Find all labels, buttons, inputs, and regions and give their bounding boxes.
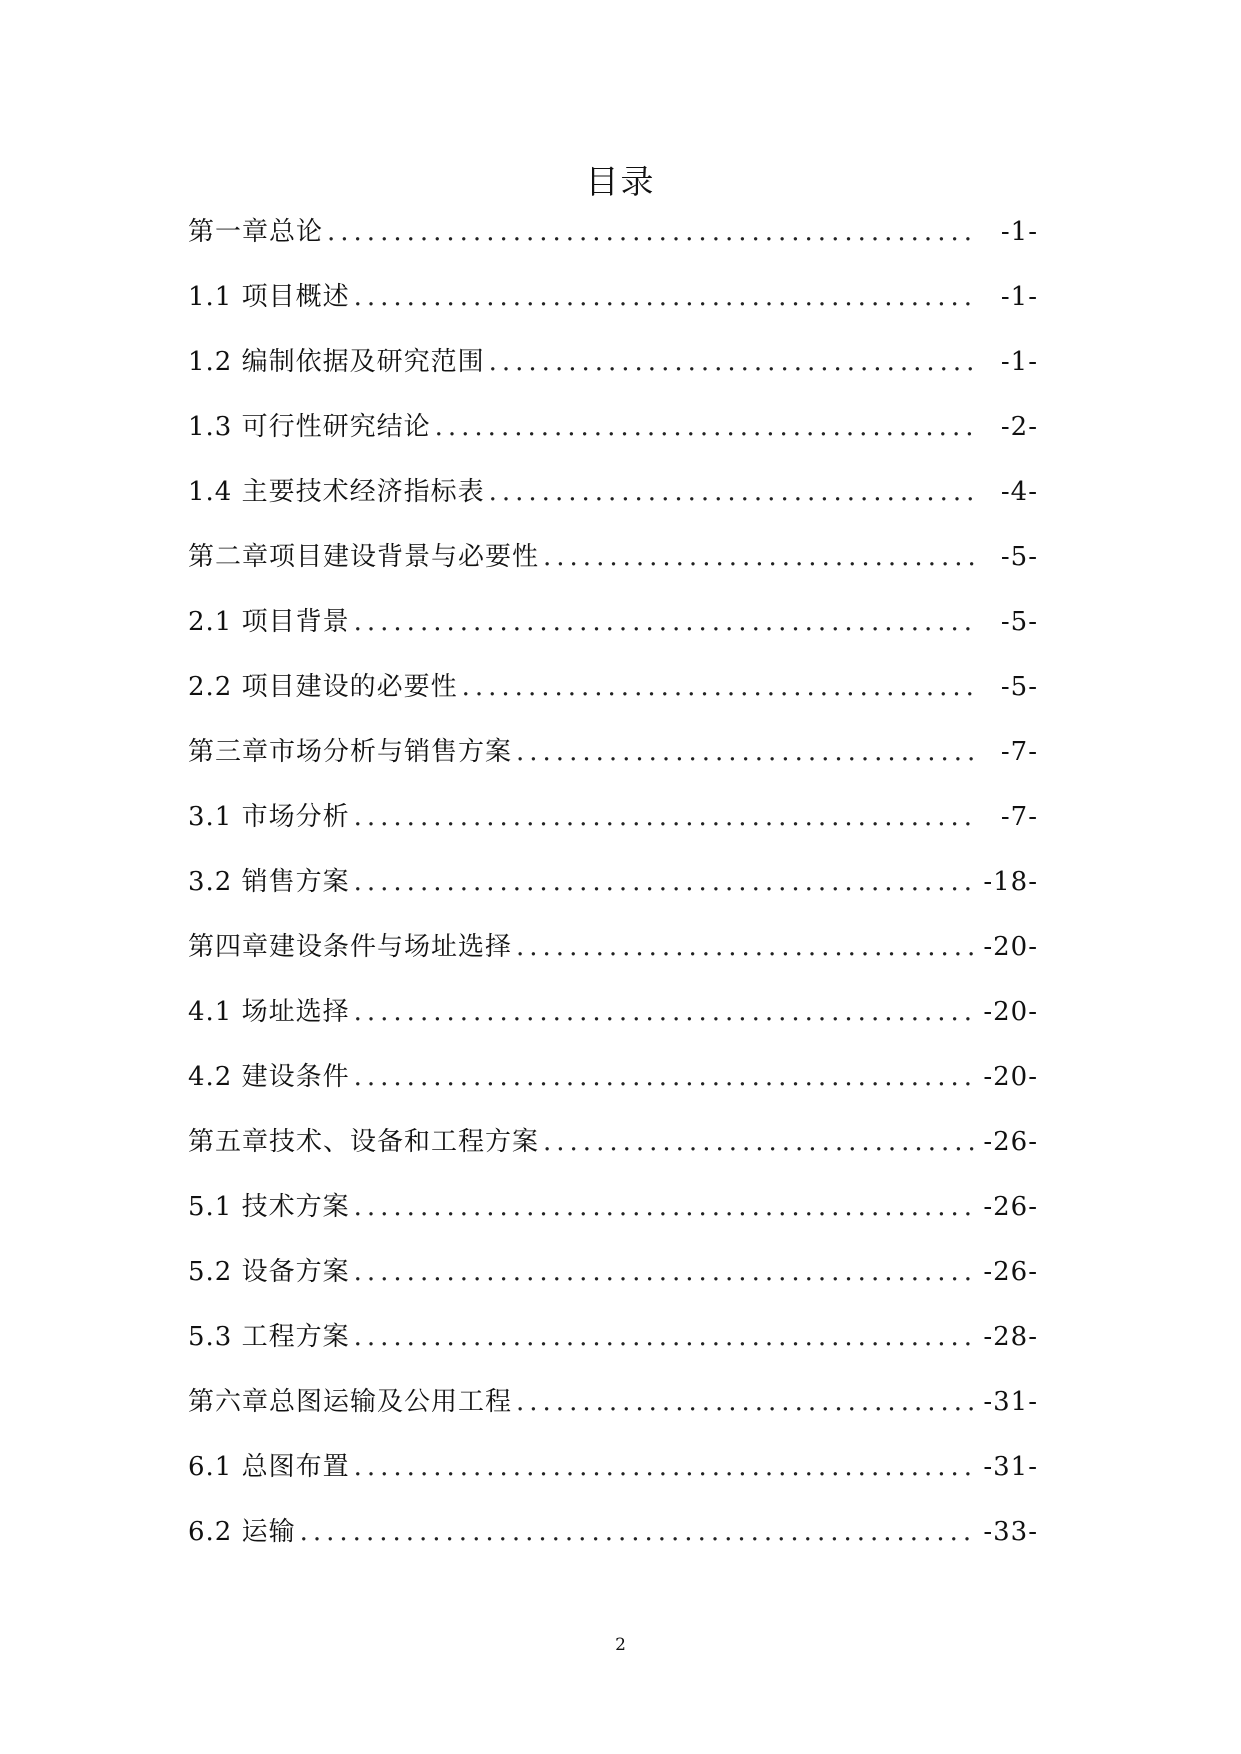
toc-entry[interactable]	[188, 1059, 1038, 1124]
toc-entry[interactable]	[188, 1449, 1038, 1514]
toc-entry[interactable]	[188, 994, 1038, 1059]
toc-entry-page: -4-	[1000, 477, 1038, 507]
toc-dot-leader	[354, 994, 976, 1030]
toc-entry-label: 1.3 可行性研究结论	[188, 412, 431, 442]
toc-entry-page: -20-	[983, 932, 1038, 962]
toc-entry-label: 第一章总论	[188, 217, 324, 247]
toc-entry[interactable]	[188, 864, 1038, 929]
toc-dot-leader	[435, 409, 976, 445]
toc-entry[interactable]	[188, 1319, 1038, 1384]
toc-entry-label: 5.2 设备方案	[188, 1257, 350, 1287]
toc-entry-label: 3.1 市场分析	[188, 802, 350, 832]
toc-entry-label: 1.4 主要技术经济指标表	[188, 477, 485, 507]
toc-dot-leader	[354, 864, 976, 900]
toc-entry[interactable]	[188, 214, 1038, 279]
toc-entry-page: -5-	[1000, 542, 1038, 572]
toc-dot-leader	[516, 929, 976, 965]
page-number: 2	[615, 1635, 626, 1655]
toc-entry-page: -20-	[983, 1062, 1038, 1092]
toc-dot-leader	[354, 1254, 976, 1290]
toc-entry[interactable]	[188, 929, 1038, 994]
toc-entry[interactable]	[188, 474, 1038, 539]
toc-entry-page: -28-	[983, 1322, 1038, 1352]
toc-entry-label: 3.2 销售方案	[188, 867, 350, 897]
toc-entry[interactable]	[188, 734, 1038, 799]
toc-entry-label: 6.1 总图布置	[188, 1452, 350, 1482]
toc-dot-leader	[462, 669, 976, 705]
toc-entry[interactable]	[188, 604, 1038, 669]
page-title: 目录	[585, 162, 656, 201]
toc-entry-label: 第五章技术、设备和工程方案	[188, 1127, 540, 1157]
toc-entry-page: -7-	[1000, 802, 1038, 832]
toc-entry-page: -26-	[983, 1127, 1038, 1157]
toc-entry[interactable]	[188, 539, 1038, 604]
toc-entry[interactable]	[188, 1514, 1038, 1579]
toc-entry-page: -31-	[983, 1387, 1038, 1417]
toc-entry[interactable]	[188, 344, 1038, 409]
toc-entry-label: 1.2 编制依据及研究范围	[188, 347, 485, 377]
toc-dot-leader	[327, 214, 976, 250]
toc-dot-leader	[354, 279, 976, 315]
toc-entry-page: -5-	[1000, 672, 1038, 702]
toc-entry-page: -2-	[1000, 412, 1038, 442]
toc-dot-leader	[354, 1449, 976, 1485]
toc-dot-leader	[354, 799, 976, 835]
table-of-contents	[188, 214, 1038, 1579]
toc-entry[interactable]	[188, 799, 1038, 864]
toc-dot-leader	[516, 734, 976, 770]
toc-entry-page: -31-	[983, 1452, 1038, 1482]
toc-entry-page: -7-	[1000, 737, 1038, 767]
toc-entry-label: 5.3 工程方案	[188, 1322, 350, 1352]
toc-entry-label: 6.2 运输	[188, 1517, 296, 1547]
toc-entry-page: -26-	[983, 1192, 1038, 1222]
toc-entry-label: 第四章建设条件与场址选择	[188, 932, 513, 962]
toc-entry[interactable]	[188, 669, 1038, 734]
toc-dot-leader	[489, 474, 976, 510]
toc-dot-leader	[354, 604, 976, 640]
toc-entry[interactable]	[188, 1189, 1038, 1254]
toc-entry-label: 第二章项目建设背景与必要性	[188, 542, 540, 572]
toc-dot-leader	[354, 1319, 976, 1355]
toc-entry-page: -33-	[983, 1517, 1038, 1547]
toc-entry-page: -5-	[1000, 607, 1038, 637]
toc-entry[interactable]	[188, 1124, 1038, 1189]
toc-entry-page: -1-	[1000, 282, 1038, 312]
toc-entry[interactable]	[188, 1384, 1038, 1449]
toc-entry-label: 5.1 技术方案	[188, 1192, 350, 1222]
toc-entry[interactable]	[188, 409, 1038, 474]
toc-entry-label: 4.2 建设条件	[188, 1062, 350, 1092]
toc-dot-leader	[354, 1189, 976, 1225]
toc-dot-leader	[489, 344, 976, 380]
toc-entry-label: 4.1 场址选择	[188, 997, 350, 1027]
toc-entry-label: 第六章总图运输及公用工程	[188, 1387, 513, 1417]
toc-entry[interactable]	[188, 1254, 1038, 1319]
toc-dot-leader	[543, 1124, 976, 1160]
toc-dot-leader	[300, 1514, 976, 1550]
toc-entry-label: 2.2 项目建设的必要性	[188, 672, 458, 702]
toc-entry-label: 2.1 项目背景	[188, 607, 350, 637]
toc-dot-leader	[354, 1059, 976, 1095]
toc-dot-leader	[543, 539, 976, 575]
toc-entry-page: -1-	[1000, 217, 1038, 247]
toc-entry-page: -20-	[983, 997, 1038, 1027]
toc-entry-label: 第三章市场分析与销售方案	[188, 737, 513, 767]
toc-dot-leader	[516, 1384, 976, 1420]
toc-entry-page: -26-	[983, 1257, 1038, 1287]
toc-entry-label: 1.1 项目概述	[188, 282, 350, 312]
toc-entry-page: -18-	[983, 867, 1038, 897]
toc-entry[interactable]	[188, 279, 1038, 344]
toc-entry-page: -1-	[1000, 347, 1038, 377]
